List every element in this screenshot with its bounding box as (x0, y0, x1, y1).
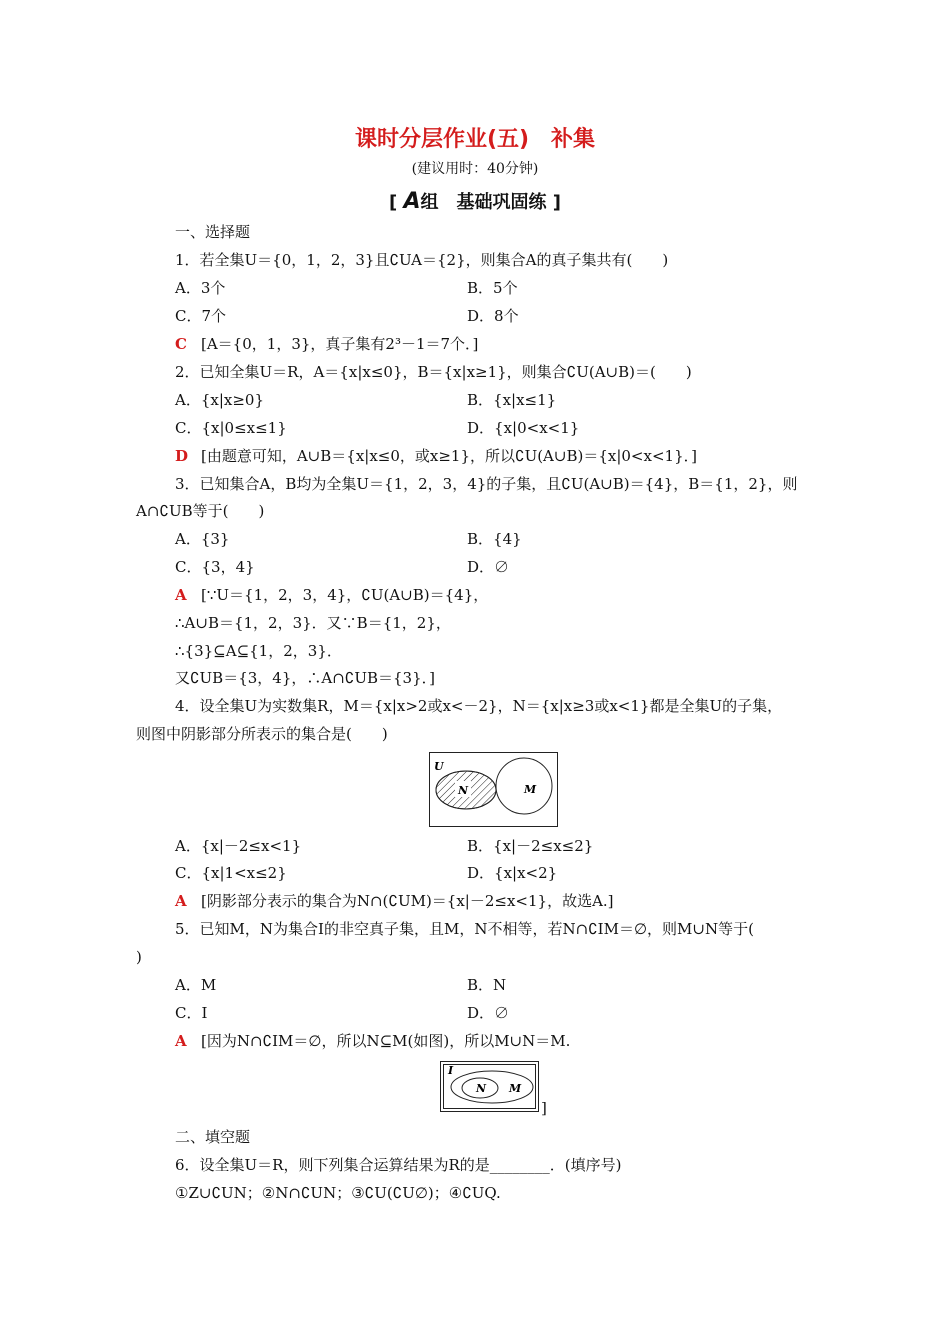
q4-option-a: A．{x|－2≤x<1} (175, 837, 302, 855)
q5-option-b: B．N (467, 976, 507, 994)
q1-option-b: B．5个 (467, 279, 518, 297)
q3-explanation-2: ∴A∪B＝{1，2，3}．又∵B＝{1，2}， (175, 614, 451, 632)
q4-option-b: B．{x|－2≤x≤2} (467, 837, 594, 855)
q4-option-d: D．{x|x<2} (467, 864, 558, 882)
label-m: M (524, 783, 537, 796)
q3-stem-line2: A∩∁UB等于( ) (136, 502, 265, 520)
q3-answer: A (175, 586, 187, 604)
q5-stem-line1: 5．已知M，N为集合I的非空真子集，且M，N不相等，若N∩∁IM＝∅，则M∪N等于( (175, 920, 754, 938)
label-m: M (509, 1082, 522, 1095)
q2-answer: D (175, 447, 189, 465)
q2-option-b: B．{x|x≤1} (467, 391, 557, 409)
label-n: N (458, 784, 469, 797)
q3-explanation-1: [∵U＝{1，2，3，4}，∁U(A∪B)＝{4}， (201, 586, 489, 604)
set-i-box (441, 1062, 539, 1112)
venn-diagram-q5 (440, 1061, 540, 1113)
q3-explanation-4: 又∁UB＝{3，4}，∴A∩∁UB＝{3}．] (175, 669, 435, 687)
q2-option-a: A．{x|x≥0} (175, 391, 265, 409)
q1-stem: 1．若全集U＝{0，1，2，3}且∁UA＝{2}，则集合A的真子集共有( ) (175, 251, 669, 269)
group-bracket-open: [ (388, 192, 398, 213)
q4-answer: A (175, 892, 187, 910)
q3-option-c: C．{3，4} (175, 558, 255, 576)
page-title: 课时分层作业(五) 补集 (354, 127, 596, 152)
q1-answer-line (175, 334, 478, 354)
q6-stem: 6．设全集U＝R，则下列集合运算结果为R的是________．(填序号) (175, 1156, 622, 1174)
group-label: 组 基础巩固练 (420, 192, 547, 213)
page-subtitle: (建议用时：40分钟) (411, 161, 539, 177)
q5-explanation-close: ] (541, 1099, 547, 1117)
section-choice: 一、选择题 (175, 223, 251, 241)
q3-option-d: D．∅ (467, 558, 510, 576)
q2-stem: 2．已知全集U＝R，A＝{x|x≤0}，B＝{x|x≥1}，则集合∁U(A∪B)＝( ) (175, 363, 692, 381)
q3-stem-line1: 3．已知集合A，B均为全集U＝{1，2，3，4}的子集，且∁U(A∪B)＝{4}，B＝{1，2}，则 (175, 475, 798, 493)
q1-option-c: C．7个 (175, 307, 227, 325)
q5-answer-line (175, 1031, 570, 1051)
q4-explanation: [阴影部分表示的集合为N∩(∁UM)＝{x|－2≤x<1}，故选A.] (201, 892, 614, 910)
q5-explanation: [因为N∩∁IM＝∅，所以N⊆M(如图)，所以M∪N＝M. (201, 1032, 571, 1050)
q2-explanation: [由题意可知，A∪B＝{x|x≤0，或x≥1}，所以∁U(A∪B)＝{x|0<x<1}．] (201, 447, 697, 465)
q4-stem-line2: 则图中阴影部分所表示的集合是( ) (136, 725, 388, 743)
q3-option-a: A．{3} (175, 530, 230, 548)
q3-answer-line (175, 585, 488, 605)
venn-diagram-q4 (429, 752, 559, 828)
q5-option-a: A．M (175, 976, 217, 994)
group-letter: A (403, 189, 421, 214)
q2-option-c: C．{x|0≤x≤1} (175, 419, 287, 437)
q3-option-b: B．{4} (467, 530, 522, 548)
q5-answer: A (175, 1032, 187, 1050)
group-heading (0, 188, 950, 214)
q1-option-a: A．3个 (175, 279, 226, 297)
q4-option-c: C．{x|1<x≤2} (175, 864, 287, 882)
q5-option-d: D．∅ (467, 1004, 510, 1022)
q2-option-d: D．{x|0<x<1} (467, 419, 580, 437)
q5-stem-line2: ) (136, 948, 142, 966)
label-u: U (434, 760, 444, 773)
section-fill: 二、填空题 (175, 1128, 251, 1146)
q1-explanation: [A＝{0，1，3}，真子集有2³－1＝7个．] (201, 335, 479, 353)
q6-items: ①Z∪∁UN；②N∩∁UN；③∁U(∁U∅)；④∁UQ. (175, 1184, 501, 1202)
q5-option-c: C．I (175, 1004, 208, 1022)
label-i: I (448, 1064, 454, 1077)
q4-answer-line (175, 891, 614, 911)
group-bracket-close: ] (552, 192, 562, 213)
q4-stem-line1: 4．设全集U为实数集R，M＝{x|x>2或x<－2}，N＝{x|x≥3或x<1}都是全集U的子集， (175, 697, 783, 715)
q2-answer-line (175, 446, 697, 466)
q1-answer: C (175, 335, 187, 353)
label-n: N (476, 1082, 487, 1095)
q1-option-d: D．8个 (467, 307, 519, 325)
q3-explanation-3: ∴{3}⊆A⊆{1，2，3}． (175, 642, 342, 660)
